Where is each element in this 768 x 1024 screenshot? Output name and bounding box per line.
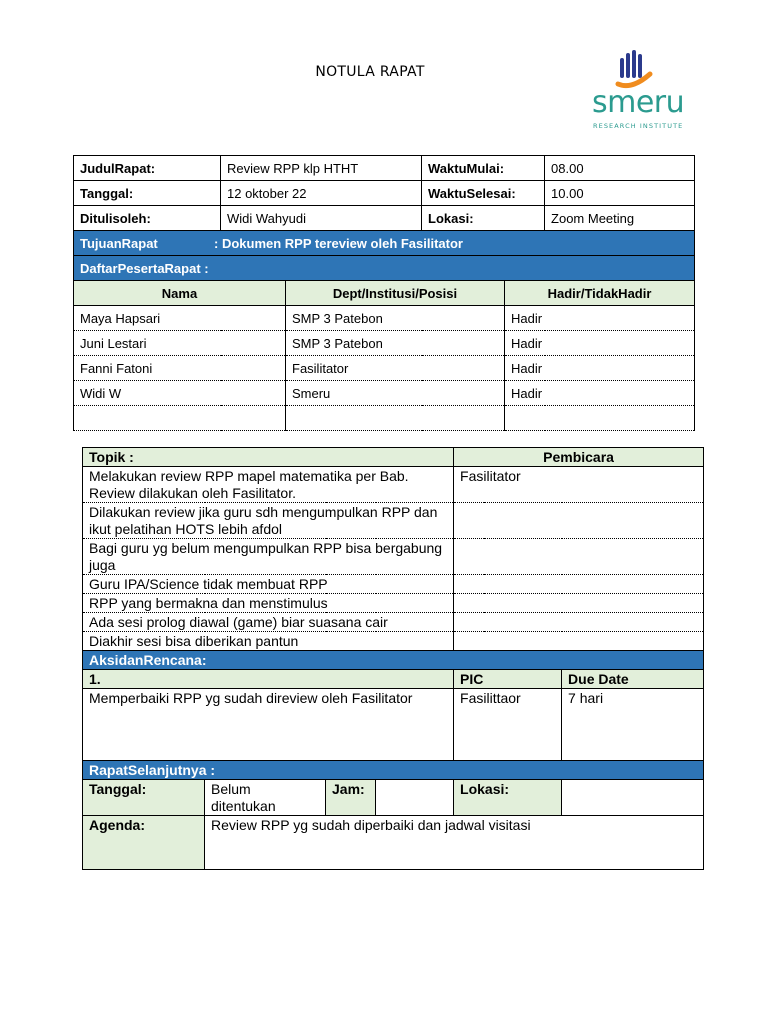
participant-name: Juni Lestari [74, 331, 286, 356]
participant-dept: Smeru [286, 381, 505, 406]
table-row [83, 575, 704, 594]
tujuan-row [74, 231, 695, 256]
topic-speaker [454, 539, 704, 575]
topic-speaker [454, 575, 704, 594]
topik-header: Topik : [83, 448, 454, 467]
agenda-value: Review RPP yg sudah diperbaiki dan jadwal visitasi [205, 816, 704, 870]
topic-speaker [454, 632, 704, 651]
judul-label: JudulRapat: [74, 156, 221, 181]
topic-speaker: Fasilitator [454, 467, 704, 503]
topic-text: Bagi guru yg belum mengumpulkan RPP bisa bergabung juga [83, 539, 454, 575]
next-jam-value [376, 780, 454, 816]
actions-header [83, 670, 704, 689]
waktu-selesai-label: WaktuSelesai: [422, 181, 545, 206]
col-dept: Dept/Institusi/Posisi [286, 281, 505, 306]
col-hadir: Hadir/TidakHadir [505, 281, 695, 306]
smeru-logo [588, 48, 692, 132]
participant-name: Maya Hapsari [74, 306, 286, 331]
topic-text: Dilakukan review jika guru sdh mengumpulkan RPP dan ikut pelatihan HOTS lebih afdol [83, 503, 454, 539]
next-lokasi-value [562, 780, 704, 816]
waktu-mulai-value: 08.00 [545, 156, 695, 181]
table-row [74, 181, 695, 206]
participant-dept: SMP 3 Patebon [286, 331, 505, 356]
table-row [74, 381, 695, 406]
table-row [74, 331, 695, 356]
col-nama: Nama [74, 281, 286, 306]
actions-label: AksidanRencana: [83, 651, 704, 670]
topic-text: Diakhir sesi bisa diberikan pantun [83, 632, 454, 651]
table-row [83, 632, 704, 651]
table-row [74, 406, 695, 431]
actions-bar [83, 651, 704, 670]
participant-status: Hadir [505, 356, 695, 381]
ditulis-value: Widi Wahyudi [221, 206, 422, 231]
action-item: Memperbaiki RPP yg sudah direview oleh Fasilitator [83, 689, 454, 761]
topic-speaker [454, 613, 704, 632]
participant-dept: Fasilitator [286, 356, 505, 381]
participant-status: Hadir [505, 381, 695, 406]
table-row [83, 539, 704, 575]
tanggal-value: 12 oktober 22 [221, 181, 422, 206]
waktu-selesai-value: 10.00 [545, 181, 695, 206]
ditulis-label: Ditulisoleh: [74, 206, 221, 231]
tujuan-label: TujuanRapat [80, 235, 158, 251]
logo-wordmark: smeru [592, 85, 685, 120]
table-row [83, 689, 704, 761]
participant-status: Hadir [505, 331, 695, 356]
logo-subtitle: RESEARCH INSTITUTE [593, 122, 684, 130]
table-row [83, 467, 704, 503]
table-row [74, 206, 695, 231]
participant-status [505, 406, 695, 431]
waktu-mulai-label: WaktuMulai: [422, 156, 545, 181]
document-title: NOTULA RAPAT [315, 64, 425, 80]
tanggal-label: Tanggal: [74, 181, 221, 206]
table-row [83, 613, 704, 632]
table-row [83, 780, 704, 816]
topics-header [83, 448, 704, 467]
next-meeting-label: RapatSelanjutnya : [83, 761, 704, 780]
actions-col-number: 1. [83, 670, 454, 689]
participant-dept [286, 406, 505, 431]
action-pic: Fasilittaor [454, 689, 562, 761]
daftar-label: DaftarPesertaRapat : [74, 256, 695, 281]
table-row [83, 816, 704, 870]
judul-value: Review RPP klp HTHT [221, 156, 422, 181]
next-lokasi-label: Lokasi: [454, 780, 562, 816]
participants-header [74, 281, 695, 306]
participant-dept: SMP 3 Patebon [286, 306, 505, 331]
lokasi-label: Lokasi: [422, 206, 545, 231]
pembicara-header: Pembicara [454, 448, 704, 467]
actions-col-due: Due Date [562, 670, 704, 689]
next-meeting-bar [83, 761, 704, 780]
meeting-info-table [73, 155, 695, 431]
topic-text: Melakukan review RPP mapel matematika per Bab. Review dilakukan oleh Fasilitator. [83, 467, 454, 503]
table-row [83, 594, 704, 613]
agenda-label: Agenda: [83, 816, 205, 870]
topic-text: Guru IPA/Science tidak membuat RPP [83, 575, 454, 594]
table-row [83, 503, 704, 539]
lokasi-value: Zoom Meeting [545, 206, 695, 231]
table-row [74, 306, 695, 331]
next-tanggal-value: Belum ditentukan [205, 780, 326, 816]
next-tanggal-label: Tanggal: [83, 780, 205, 816]
participant-name [74, 406, 286, 431]
daftar-row [74, 256, 695, 281]
tujuan-value: : Dokumen RPP tereview oleh Fasilitator [214, 235, 463, 251]
table-row [74, 356, 695, 381]
action-due: 7 hari [562, 689, 704, 761]
topics-table [82, 447, 704, 870]
participant-status: Hadir [505, 306, 695, 331]
table-row [74, 156, 695, 181]
topic-text: Ada sesi prolog diawal (game) biar suasana cair [83, 613, 454, 632]
topic-speaker [454, 594, 704, 613]
topic-speaker [454, 503, 704, 539]
actions-col-pic: PIC [454, 670, 562, 689]
participant-name: Fanni Fatoni [74, 356, 286, 381]
next-jam-label: Jam: [326, 780, 376, 816]
participant-name: Widi W [74, 381, 286, 406]
topic-text: RPP yang bermakna dan menstimulus [83, 594, 454, 613]
